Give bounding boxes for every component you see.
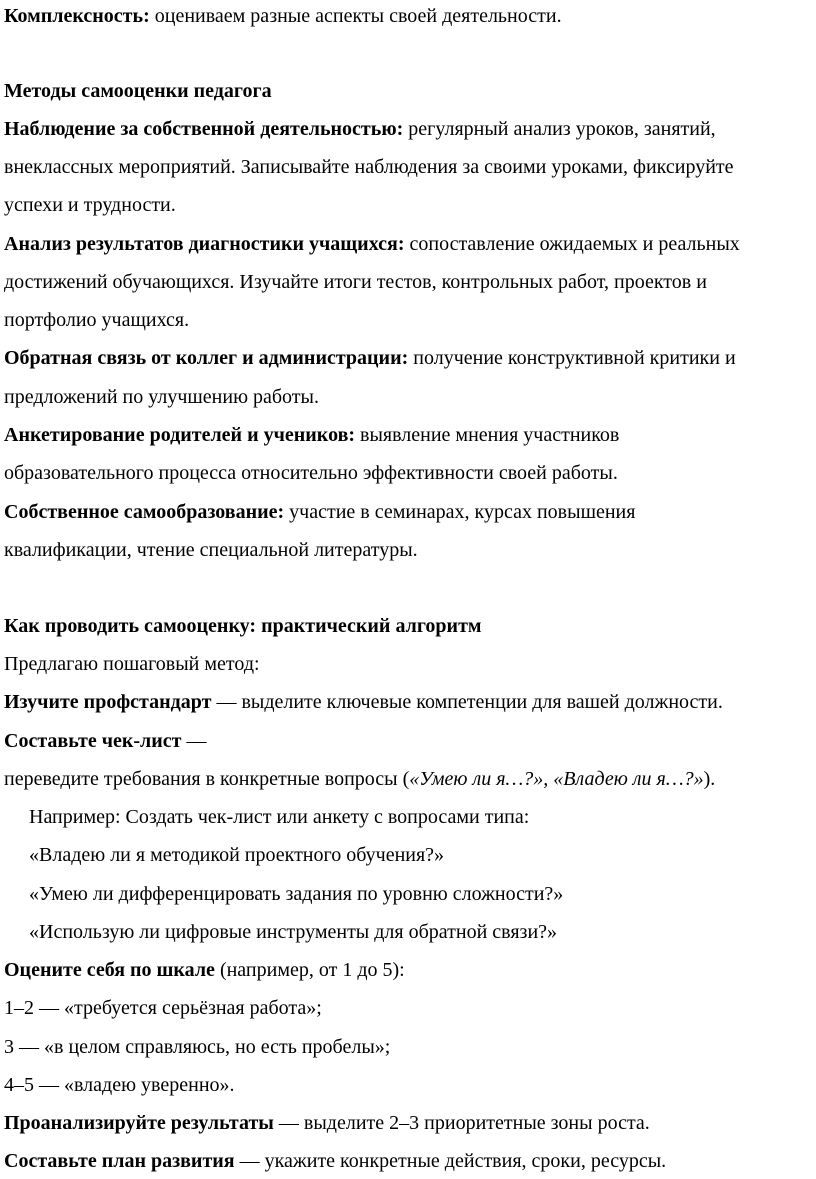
step4-text: — выделите 2–3 приоритетные зоны роста.: [273, 1112, 650, 1134]
step4-term: Проанализируйте результаты: [4, 1112, 274, 1134]
step2-line2-pre: переведите требования в конкретные вопросы (: [4, 768, 410, 790]
example-question-3-text: «Использую ли цифровые инструменты для обратной связи?»: [29, 921, 558, 943]
step2-line-2: [4, 767, 715, 791]
observation-line-3: [4, 193, 176, 217]
step3-text: (например, от 1 до 5):: [214, 959, 405, 981]
step1-term: Изучите профстандарт: [4, 691, 212, 713]
step2-line-1: [4, 729, 207, 753]
survey-term: Анкетирование родителей и учеников:: [4, 424, 356, 446]
survey-line-2: [4, 461, 618, 485]
step1-text: — выделите ключевые компетенции для вашей должности.: [211, 691, 723, 713]
feedback-term: Обратная связь от коллег и администрации:: [4, 347, 409, 369]
selfeducation-text-1: участие в семинарах, курсах повышения: [284, 501, 636, 523]
scale-item-2: [4, 1035, 390, 1059]
step3-term: Оцените себя по шкале: [4, 959, 215, 981]
example-text: Например: Создать чек-лист или анкету с вопросами типа:: [29, 806, 530, 828]
methods-heading: [4, 79, 272, 103]
algorithm-intro: [4, 652, 260, 676]
example-question-3: [29, 920, 557, 944]
step5-term: Составьте план развития: [4, 1150, 235, 1172]
diagnostics-line-2: [4, 270, 707, 294]
scale-item-3: [4, 1073, 235, 1097]
feedback-text-1: получение конструктивной критики и: [408, 347, 736, 369]
example-question-2-text: «Умею ли дифференцировать задания по уровню сложности?»: [29, 883, 564, 905]
feedback-line-1: [4, 346, 736, 370]
selfeducation-line-2: [4, 538, 418, 562]
scale-item-3-text: 4–5 — «владею уверенно».: [4, 1074, 235, 1096]
feedback-line-2: [4, 385, 319, 409]
observation-text-2: внеклассных мероприятий. Записывайте наблюдения за своими уроками, фиксируйте: [4, 156, 734, 178]
diagnostics-term: Анализ результатов диагностики учащихся:: [4, 233, 405, 255]
intro-term: Комплексность:: [4, 5, 150, 27]
scale-item-1: [4, 996, 322, 1020]
observation-line-2: [4, 155, 734, 179]
intro-text: оцениваем разные аспекты своей деятельности.: [149, 5, 562, 27]
step5-text: — укажите конкретные действия, сроки, ресурсы.: [234, 1150, 667, 1172]
diagnostics-line-3: [4, 308, 189, 332]
example-question-1: [29, 843, 444, 867]
diagnostics-text-3: портфолио учащихся.: [4, 309, 190, 331]
selfeducation-term: Собственное самообразование:: [4, 501, 285, 523]
methods-heading-text: Методы самооценки педагога: [4, 80, 272, 102]
survey-text-1: выявление мнения участников: [355, 424, 620, 446]
step5-line: [4, 1149, 666, 1173]
observation-text-3: успехи и трудности.: [4, 194, 176, 216]
diagnostics-text-1: сопоставление ожидаемых и реальных: [404, 233, 740, 255]
example-line: [29, 805, 529, 829]
observation-text-1: регулярный анализ уроков, занятий,: [403, 118, 716, 140]
algorithm-heading-text: Как проводить самооценку: практический алгоритм: [4, 615, 482, 637]
survey-line-1: [4, 423, 619, 447]
example-question-1-text: «Владею ли я методикой проектного обучения?»: [29, 844, 445, 866]
step4-line: [4, 1111, 650, 1135]
selfeducation-line-1: [4, 500, 635, 524]
observation-term: Наблюдение за собственной деятельностью:: [4, 118, 404, 140]
diagnostics-line-1: [4, 232, 740, 256]
step2-term: Составьте чек-лист: [4, 730, 182, 752]
algorithm-heading: [4, 614, 482, 638]
survey-text-2: образовательного процесса относительно эффективности своей работы.: [4, 462, 618, 484]
intro-paragraph: [4, 4, 562, 28]
step2-line2-post: ).: [703, 768, 716, 790]
diagnostics-text-2: достижений обучающихся. Изучайте итоги тестов, контрольных работ, проектов и: [4, 271, 707, 293]
observation-line-1: [4, 117, 716, 141]
step2-text: —: [181, 730, 207, 752]
feedback-text-2: предложений по улучшению работы.: [4, 386, 319, 408]
step1-line: [4, 690, 723, 714]
step3-line: [4, 958, 405, 982]
scale-item-1-text: 1–2 — «требуется серьёзная работа»;: [4, 997, 322, 1019]
selfeducation-text-2: квалификации, чтение специальной литературы.: [4, 539, 418, 561]
step2-line2-italic: «Умею ли я…?», «Владею ли я…?»: [409, 768, 704, 790]
algorithm-intro-text: Предлагаю пошаговый метод:: [4, 653, 260, 675]
example-question-2: [29, 882, 563, 906]
scale-item-2-text: 3 — «в целом справляюсь, но есть пробелы»;: [4, 1036, 391, 1058]
